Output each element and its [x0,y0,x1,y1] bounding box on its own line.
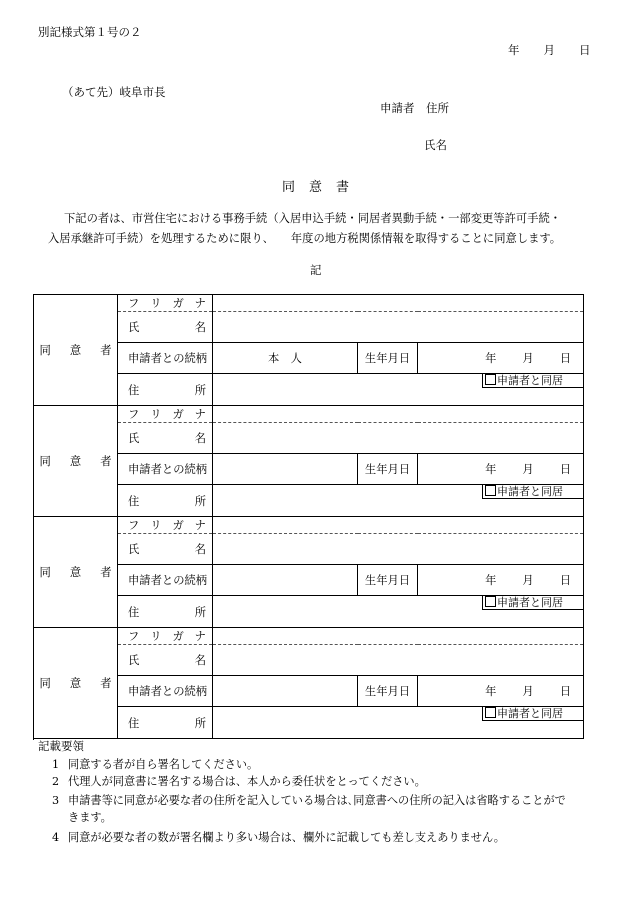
note-text: 同意する者が自ら署名してください。 [68,758,259,771]
checkbox-icon[interactable] [485,707,496,718]
note-text: 同意が必要な者の数が署名欄より多い場合は、欄外に記載しても差し支えありません。 [68,831,505,844]
furigana-field[interactable] [213,628,584,645]
note-item [52,829,505,846]
address-label: 住 所 [118,707,213,739]
name-label: 氏 名 [118,645,213,676]
note-item [52,792,566,826]
birth-field[interactable]: 年 月 日 [418,676,584,707]
relation-label: 申請者との続柄 [118,676,213,707]
note-number: 3 [52,794,60,807]
furigana-field[interactable] [213,295,584,312]
birth-field[interactable]: 年 月 日 [418,454,584,485]
name-field[interactable] [213,312,584,343]
date-year: 年 [508,43,520,57]
furigana-field[interactable] [213,406,584,423]
address-label: 住 所 [118,485,213,517]
applicant-address-label: 申請者 住所 [380,101,449,115]
consenter-label: 同意者 [34,295,118,406]
birth-field[interactable]: 年 月 日 [418,565,584,596]
consent-block [34,406,584,423]
cohabit-checkbox[interactable]: 申請者と同居 [482,373,584,388]
birth-label: 生年月日 [358,565,418,596]
relation-field[interactable] [213,565,358,596]
address-field[interactable] [213,596,584,628]
body-line-1: 下記の者は、市営住宅における事務手続（入居申込手続・同居者異動手続・一部変更等許可手続・ [64,212,562,225]
document-title: 同意書 [282,180,364,195]
consent-block [34,517,584,534]
cohabit-checkbox[interactable]: 申請者と同居 [482,484,584,499]
relation-value: 本 人 [268,352,302,365]
furigana-label: フ リ ガ ナ [118,628,213,645]
cohabit-checkbox[interactable]: 申請者と同居 [482,595,584,610]
note-text: 代理人が同意書に署名する場合は、本人から委任状をとってください。 [68,775,426,788]
checkbox-icon[interactable] [485,485,496,496]
birth-label: 生年月日 [358,454,418,485]
body-text [48,209,561,249]
address-label: 住 所 [118,374,213,406]
birth-field[interactable]: 年 月 日 [418,343,584,374]
furigana-label: フ リ ガ ナ [118,295,213,312]
birth-label: 生年月日 [358,343,418,374]
date-month: 月 [543,43,555,57]
date-line [508,42,591,58]
consent-block [34,628,584,645]
note-item [52,773,426,790]
birth-label: 生年月日 [358,676,418,707]
name-field[interactable] [213,645,584,676]
address-field[interactable] [213,485,584,517]
body-line-2: 入居承継許可手続）を処理するために限り、 年度の地方税関係情報を取得することに同意します。 [48,232,562,245]
relation-field[interactable] [213,676,358,707]
cohabit-checkbox[interactable]: 申請者と同居 [482,706,584,721]
note-number: 2 [52,775,60,788]
consent-table [33,294,584,739]
furigana-label: フ リ ガ ナ [118,517,213,534]
relation-field[interactable] [213,343,358,374]
consenter-label: 同意者 [34,517,118,628]
date-day: 日 [579,43,591,57]
note-number: 4 [52,831,60,844]
checkbox-icon[interactable] [485,596,496,607]
furigana-field[interactable] [213,517,584,534]
address-field[interactable] [213,707,584,739]
checkbox-icon[interactable] [485,374,496,385]
note-text: 申請書等に同意が必要な者の住所を記入している場合は､同意書への住所の記入は省略することがで [68,794,566,807]
name-field[interactable] [213,423,584,454]
relation-label: 申請者との続柄 [118,454,213,485]
name-field[interactable] [213,534,584,565]
address-label: 住 所 [118,596,213,628]
applicant-name-label: 氏名 [424,138,447,152]
note-item [52,756,258,773]
relation-label: 申請者との続柄 [118,565,213,596]
consenter-label: 同意者 [34,406,118,517]
relation-label: 申請者との続柄 [118,343,213,374]
name-label: 氏 名 [118,312,213,343]
furigana-label: フ リ ガ ナ [118,406,213,423]
relation-field[interactable] [213,454,358,485]
notes-title: 記載要領 [38,739,84,753]
address-field[interactable] [213,374,584,406]
note-continuation: きます。 [68,811,112,824]
form-number: 別記様式第１号の２ [38,25,142,39]
name-label: 氏 名 [118,534,213,565]
name-label: 氏 名 [118,423,213,454]
addressee: （あて先）岐阜市長 [62,85,166,99]
ki-heading: 記 [310,263,322,277]
consent-block [34,295,584,312]
note-number: 1 [52,758,60,771]
consenter-label: 同意者 [34,628,118,739]
